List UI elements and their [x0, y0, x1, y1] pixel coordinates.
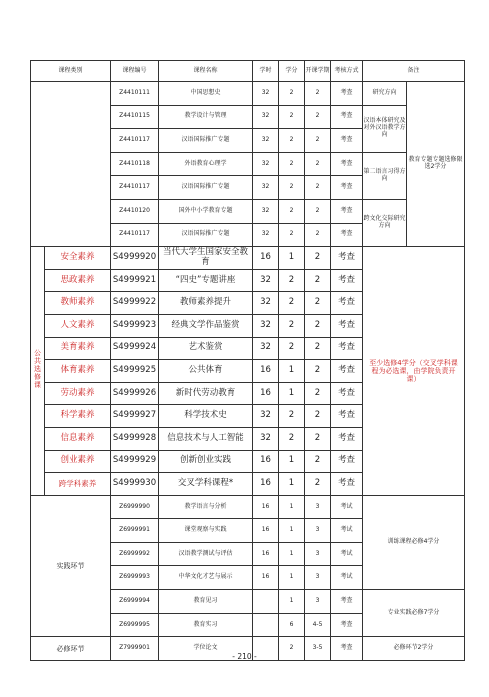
- public-category-label: 公共选修课: [33, 349, 42, 390]
- course-code: Z4410117: [111, 129, 159, 153]
- course-semester: 2: [305, 247, 331, 270]
- course-exam: 考查: [331, 199, 363, 223]
- course-name: 教学设计与管理: [159, 105, 253, 129]
- course-exam: 考查: [331, 269, 363, 292]
- subcategory: 教师素养: [45, 292, 111, 315]
- course-code: S4999923: [111, 314, 159, 337]
- course-credits: 2: [279, 427, 305, 450]
- course-name: 汉语国际推广专题: [159, 223, 253, 247]
- course-semester: 2: [305, 450, 331, 473]
- course-hours: 16: [253, 360, 279, 383]
- course-exam: 考查: [331, 314, 363, 337]
- course-exam: 考查: [331, 247, 363, 270]
- course-code: S4999930: [111, 473, 159, 496]
- required-category-cell: 必修环节: [31, 637, 111, 661]
- course-exam: 考查: [331, 450, 363, 473]
- course-name: 课堂观察与实践: [159, 519, 253, 543]
- subcategory: 思政素养: [45, 269, 111, 292]
- course-code: S4999926: [111, 382, 159, 405]
- course-exam: 考查: [331, 176, 363, 200]
- subcategory: 美育素养: [45, 337, 111, 360]
- course-credits: 1: [279, 450, 305, 473]
- course-semester: 2: [305, 105, 331, 129]
- course-credits: 1: [279, 247, 305, 270]
- course-semester: 2: [305, 360, 331, 383]
- course-hours: 32: [253, 292, 279, 315]
- course-code: Z4410118: [111, 152, 159, 176]
- course-hours: 16: [253, 566, 279, 590]
- course-hours: 32: [253, 105, 279, 129]
- course-name: 教育见习: [159, 590, 253, 614]
- subcategory: 劳动素养: [45, 382, 111, 405]
- course-hours: 16: [253, 542, 279, 566]
- course-hours: 32: [253, 199, 279, 223]
- course-hours: [253, 613, 279, 637]
- public-category-cell: [31, 247, 45, 496]
- course-exam: 考试: [331, 566, 363, 590]
- page-number: - 210 -: [232, 652, 257, 661]
- course-exam: 考查: [331, 590, 363, 614]
- course-semester: 2: [305, 405, 331, 428]
- course-semester: 2: [305, 129, 331, 153]
- course-exam: 考查: [331, 129, 363, 153]
- course-exam: 考查: [331, 382, 363, 405]
- course-hours: [253, 590, 279, 614]
- course-name: 中国思想史: [159, 82, 253, 106]
- course-code: S4999925: [111, 360, 159, 383]
- curriculum-table: [30, 60, 465, 661]
- course-credits: 1: [279, 566, 305, 590]
- course-credits: 2: [279, 337, 305, 360]
- header-category: 课程类别: [31, 61, 111, 82]
- subcategory: 安全素养: [45, 247, 111, 270]
- course-credits: 1: [279, 360, 305, 383]
- course-credits: 2: [279, 405, 305, 428]
- course-exam: 考查: [331, 337, 363, 360]
- course-name: “四史”专题讲座: [159, 269, 253, 292]
- course-name: 教学语言与分析: [159, 495, 253, 519]
- course-exam: 考查: [331, 292, 363, 315]
- subcategory: 科学素养: [45, 405, 111, 428]
- course-name: 创新创业实践: [159, 450, 253, 473]
- course-semester: 3-5: [305, 637, 331, 661]
- subcategory: 创业素养: [45, 450, 111, 473]
- header-remarks: 备注: [363, 61, 465, 82]
- course-semester: 2: [305, 176, 331, 200]
- course-exam: 考试: [331, 542, 363, 566]
- course-code: S4999928: [111, 427, 159, 450]
- course-name: 经典文学作品鉴赏: [159, 314, 253, 337]
- course-code: S4999920: [111, 247, 159, 270]
- remark-training: 训练课程必修4学分: [363, 495, 465, 589]
- course-semester: 3: [305, 590, 331, 614]
- course-hours: 32: [253, 176, 279, 200]
- subcategory: 体育素养: [45, 360, 111, 383]
- header-hours: 学时: [253, 61, 279, 82]
- course-semester: 3: [305, 519, 331, 543]
- course-code: Z6999994: [111, 590, 159, 614]
- course-name: 汉语教学测试与评估: [159, 542, 253, 566]
- course-name: 信息技术与人工智能: [159, 427, 253, 450]
- course-name: 科学技术史: [159, 405, 253, 428]
- course-hours: 32: [253, 427, 279, 450]
- course-semester: 3: [305, 566, 331, 590]
- course-hours: 32: [253, 269, 279, 292]
- course-semester: 2: [305, 292, 331, 315]
- course-exam: 考试: [331, 495, 363, 519]
- header-semester: 开课学期: [305, 61, 331, 82]
- course-code: Z6999993: [111, 566, 159, 590]
- course-hours: 16: [253, 519, 279, 543]
- course-name: 学位论文: [159, 637, 253, 661]
- course-exam: 考查: [331, 360, 363, 383]
- course-semester: 2: [305, 269, 331, 292]
- course-exam: 考查: [331, 82, 363, 106]
- header-name: 课程名称: [159, 61, 253, 82]
- course-name: 新时代劳动教育: [159, 382, 253, 405]
- practice-category-cell: 实践环节: [31, 495, 111, 637]
- remark-direction: 研究方向: [363, 82, 407, 106]
- course-semester: 2: [305, 199, 331, 223]
- course-credits: 1: [279, 473, 305, 496]
- elective-category-cell: [31, 82, 111, 247]
- course-semester: 2: [305, 337, 331, 360]
- course-name: 国外中小学教育专题: [159, 199, 253, 223]
- course-exam: 考查: [331, 613, 363, 637]
- course-semester: 3: [305, 542, 331, 566]
- remark-direction: 跨文化交际研究方向: [363, 199, 407, 246]
- course-hours: 32: [253, 82, 279, 106]
- course-code: Z7999901: [111, 637, 159, 661]
- course-credits: 2: [279, 637, 305, 661]
- course-code: S4999921: [111, 269, 159, 292]
- remark-elective-credits: 教育专题专题选修限选2学分: [407, 82, 465, 247]
- subcategory: 跨学科素养: [45, 473, 111, 496]
- course-hours: 32: [253, 405, 279, 428]
- remark-required: 必修环节2学分: [363, 637, 465, 661]
- course-exam: 考查: [331, 105, 363, 129]
- course-hours: 32: [253, 129, 279, 153]
- table-row: [31, 495, 465, 519]
- course-exam: 考查: [331, 637, 363, 661]
- course-semester: 3: [305, 495, 331, 519]
- course-credits: 2: [279, 176, 305, 200]
- course-name: 外语教育心理学: [159, 152, 253, 176]
- course-name: 中华文化才艺与展示: [159, 566, 253, 590]
- subcategory: 信息素养: [45, 427, 111, 450]
- course-code: Z6999992: [111, 542, 159, 566]
- remark-practice: 专业实践必修7学分: [363, 590, 465, 637]
- course-code: S4999927: [111, 405, 159, 428]
- course-code: Z6999995: [111, 613, 159, 637]
- course-hours: 16: [253, 473, 279, 496]
- course-code: S4999924: [111, 337, 159, 360]
- course-credits: 2: [279, 129, 305, 153]
- course-hours: 32: [253, 337, 279, 360]
- course-hours: 32: [253, 314, 279, 337]
- course-credits: 2: [279, 223, 305, 247]
- course-hours: 16: [253, 495, 279, 519]
- course-credits: 6: [279, 613, 305, 637]
- course-hours: 32: [253, 223, 279, 247]
- course-exam: 考查: [331, 427, 363, 450]
- header-row: [31, 61, 465, 82]
- course-credits: 2: [279, 82, 305, 106]
- course-semester: 2: [305, 223, 331, 247]
- remark-direction: 第二语言习得方向: [363, 152, 407, 199]
- table-row: [31, 82, 465, 106]
- header-exam: 考核方式: [331, 61, 363, 82]
- course-credits: 2: [279, 199, 305, 223]
- course-name: 教育实习: [159, 613, 253, 637]
- course-name: 当代大学生国家安全教育: [159, 247, 253, 270]
- course-semester: 2: [305, 427, 331, 450]
- course-name: 教师素养提升: [159, 292, 253, 315]
- course-exam: 考查: [331, 405, 363, 428]
- course-code: Z6999991: [111, 519, 159, 543]
- course-code: Z4410115: [111, 105, 159, 129]
- course-code: S4999922: [111, 292, 159, 315]
- subcategory: 人文素养: [45, 314, 111, 337]
- table-row: [31, 247, 465, 270]
- course-code: S4999929: [111, 450, 159, 473]
- remark-public-electives: 至少选修4学分（交叉学科课程为必选课，由学院负责开课）: [363, 247, 465, 496]
- course-exam: 考查: [331, 223, 363, 247]
- course-code: Z4410117: [111, 176, 159, 200]
- course-code: Z4410120: [111, 199, 159, 223]
- course-semester: 2: [305, 82, 331, 106]
- course-credits: 1: [279, 519, 305, 543]
- course-credits: 1: [279, 590, 305, 614]
- course-credits: 1: [279, 382, 305, 405]
- course-credits: 2: [279, 152, 305, 176]
- course-exam: 考试: [331, 519, 363, 543]
- course-hours: 16: [253, 450, 279, 473]
- course-credits: 1: [279, 495, 305, 519]
- course-name: 艺术鉴赏: [159, 337, 253, 360]
- course-hours: 16: [253, 247, 279, 270]
- course-semester: 2: [305, 314, 331, 337]
- remark-direction: 汉语本体研究及对外汉语教学方向: [363, 105, 407, 152]
- header-code: 课程编号: [111, 61, 159, 82]
- course-name: 公共体育: [159, 360, 253, 383]
- course-name: 交叉学科课程*: [159, 473, 253, 496]
- course-exam: 考查: [331, 473, 363, 496]
- course-exam: 考查: [331, 152, 363, 176]
- header-credits: 学分: [279, 61, 305, 82]
- course-semester: 2: [305, 152, 331, 176]
- course-hours: 16: [253, 382, 279, 405]
- course-code: Z4410117: [111, 223, 159, 247]
- course-semester: 2: [305, 382, 331, 405]
- course-code: Z6999990: [111, 495, 159, 519]
- course-credits: 1: [279, 542, 305, 566]
- course-name: 汉语国际推广专题: [159, 176, 253, 200]
- course-name: 汉语国际推广专题: [159, 129, 253, 153]
- course-credits: 2: [279, 292, 305, 315]
- course-semester: 4-5: [305, 613, 331, 637]
- course-credits: 2: [279, 269, 305, 292]
- course-credits: 2: [279, 105, 305, 129]
- course-semester: 2: [305, 473, 331, 496]
- course-credits: 2: [279, 314, 305, 337]
- course-hours: 32: [253, 152, 279, 176]
- course-code: Z4410111: [111, 82, 159, 106]
